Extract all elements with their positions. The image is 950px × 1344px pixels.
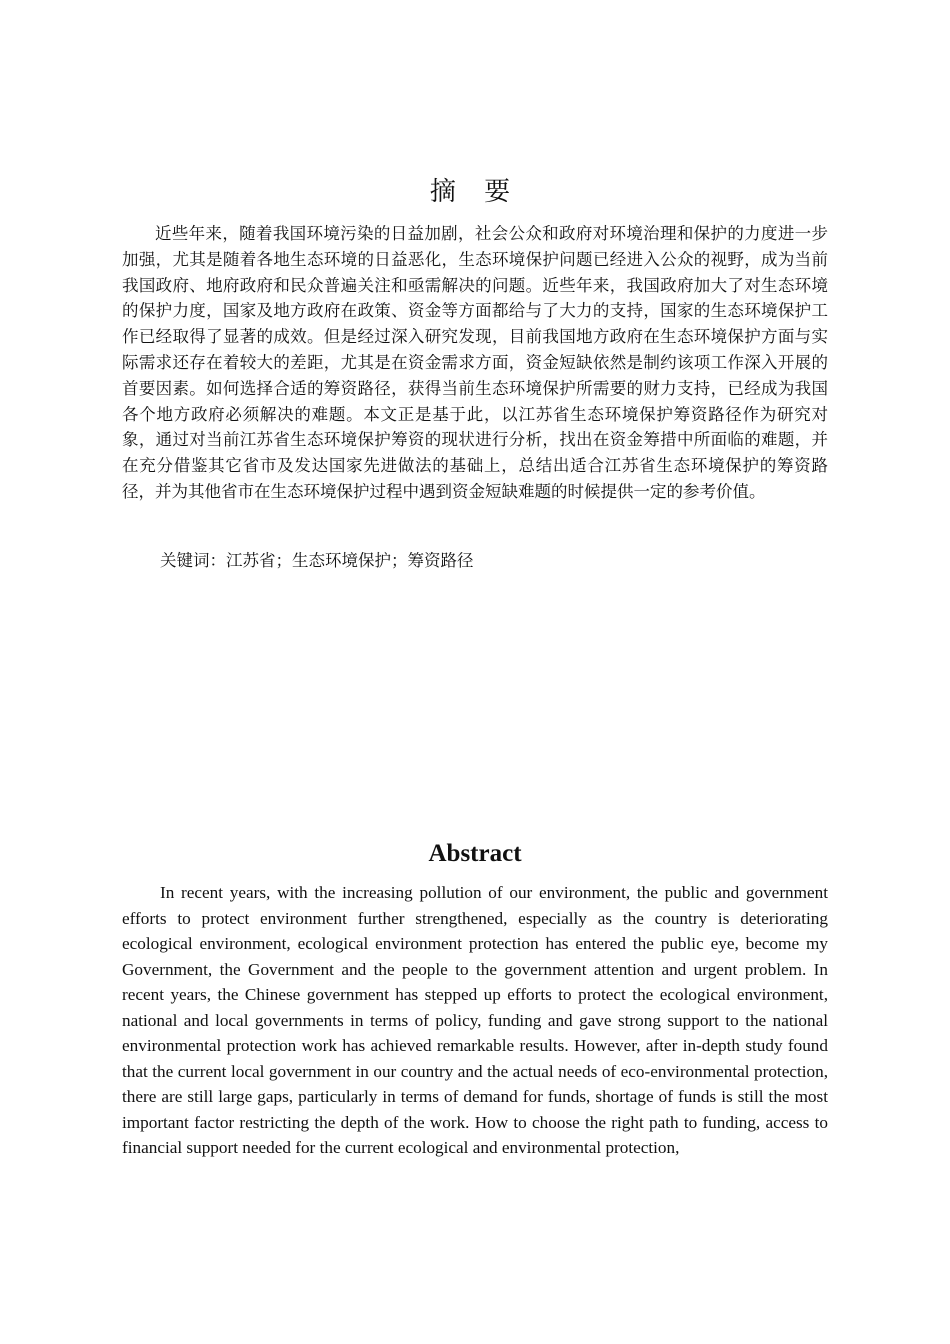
chinese-keywords: 关键词：江苏省；生态环境保护；筹资路径 [160, 551, 474, 570]
chinese-abstract-title: 摘 要 [429, 177, 521, 207]
english-abstract-body: In recent years, with the increasing pollution of our environment, the public and government efforts to protect environment further strengthened, especially as the country is deteriorating ecological environment, ecological environment protection has entered the public eye, become my Government, the Government and the people to the government attention and urgent problem. In recent years, the Chinese government has stepped up efforts to protect the ecological environment, national and local governments in terms of policy, funding and gave strong support to the national environmental protection work has achieved remarkable results. However, after in-depth study found that the current local government in our country and the actual needs of eco-environmental protection, there are still large gaps, particularly in terms of demand for funds, shortage of funds is still the most important factor restricting the depth of the work. How to choose the right path to funding, access to financial support needed for the current ecological and environmental protection, [122, 883, 828, 1157]
chinese-abstract-body: 近些年来，随着我国环境污染的日益加剧，社会公众和政府对环境治理和保护的力度进一步加强，尤其是随着各地生态环境的日益恶化，生态环境保护问题已经进入公众的视野，成为当前我国政府、地府政府和民众普遍关注和亟需解决的问题。近些年来，我国政府加大了对生态环境的保护力度，国家及地方政府在政策、资金等方面都给与了大力的支持，国家的生态环境保护工作已经取得了显著的成效。但是经过深入研究发现，目前我国地方政府在生态环境保护方面与实际需求还存在着较大的差距，尤其是在资金需求方面，资金短缺依然是制约该项工作深入开展的首要因素。如何选择合适的筹资路径，获得当前生态环境保护所需要的财力支持，已经成为我国各个地方政府必须解决的难题。本文正是基于此，以江苏省生态环境保护筹资路径作为研究对象，通过对当前江苏省生态环境保护筹资的现状进行分析，找出在资金筹措中所面临的难题，并在充分借鉴其它省市及发达国家先进做法的基础上，总结出适合江苏省生态环境保护的筹资路径，并为其他省市在生态环境保护过程中遇到资金短缺难题的时候提供一定的参考价值。 [122, 224, 828, 501]
english-abstract-title: Abstract [428, 840, 522, 867]
